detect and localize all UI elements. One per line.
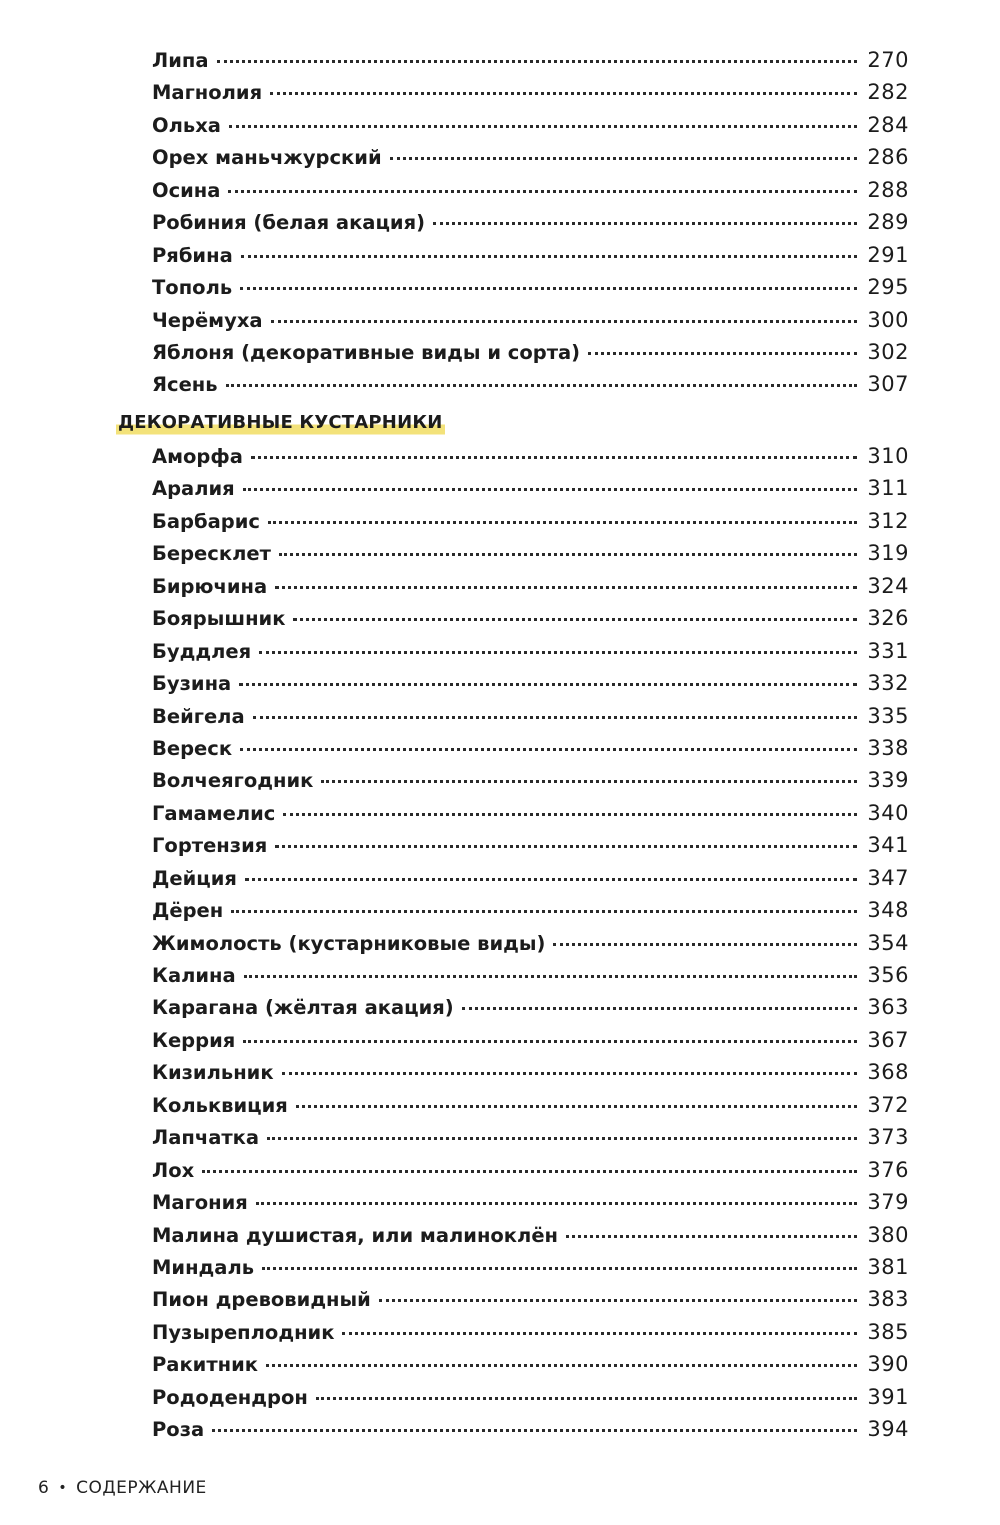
toc-entry <box>152 1283 909 1315</box>
toc-entry <box>152 1024 909 1056</box>
toc-entry <box>152 1219 909 1251</box>
toc-entry <box>152 635 909 667</box>
dot-leader <box>244 975 858 978</box>
toc-entry <box>152 862 909 894</box>
dot-leader <box>243 488 858 491</box>
toc-entry-page: 326 <box>867 606 909 631</box>
toc-entry-title: Ольха <box>152 113 221 137</box>
toc-entry-page: 286 <box>867 145 909 170</box>
toc-entry-page: 394 <box>867 1417 909 1442</box>
toc-entry-title: Бузина <box>152 672 232 696</box>
toc-entry <box>152 1413 909 1445</box>
toc-entry <box>152 76 909 108</box>
toc-entry-title: Аморфа <box>152 445 243 468</box>
dot-leader <box>271 320 858 323</box>
toc-entry-page: 332 <box>867 671 909 696</box>
toc-entry-page: 339 <box>867 768 909 793</box>
toc-entry-title: Ясень <box>152 373 218 397</box>
toc-entry-title: Бирючина <box>152 574 268 598</box>
toc-entry-page: 340 <box>867 800 909 825</box>
toc-entry-title: Миндаль <box>152 1255 255 1279</box>
toc-entry <box>152 472 909 504</box>
dot-leader <box>266 1364 857 1367</box>
toc-entry <box>152 700 909 732</box>
dot-leader <box>217 60 858 63</box>
dot-leader <box>293 618 857 621</box>
toc-entry <box>152 1251 909 1283</box>
page-number: 6 <box>38 1478 50 1498</box>
dot-leader <box>553 943 857 946</box>
dot-leader <box>259 651 857 654</box>
toc-entry-title: Лапчатка <box>152 1126 260 1150</box>
toc-entry <box>152 1154 909 1186</box>
toc-entry-title: Магония <box>152 1191 248 1215</box>
dot-leader <box>241 255 858 258</box>
toc-entry-title: Дейция <box>152 866 237 890</box>
dot-leader <box>433 222 857 225</box>
dot-leader <box>240 748 857 751</box>
toc-entry-page: 381 <box>867 1254 909 1279</box>
toc-entry-page: 270 <box>867 48 909 72</box>
toc-entry <box>152 991 909 1023</box>
dot-leader <box>243 1040 857 1043</box>
dot-leader <box>283 813 857 816</box>
toc-entry-page: 347 <box>867 865 909 890</box>
dot-leader <box>212 1429 857 1432</box>
toc-entry <box>152 109 909 141</box>
toc-entry-title: Рододендрон <box>152 1385 308 1409</box>
toc-entry-page: 282 <box>867 80 909 105</box>
toc-entry-title: Малина душистая, или малиноклён <box>152 1223 559 1247</box>
toc-entry-page: 302 <box>867 339 909 364</box>
toc-entry-page: 379 <box>867 1190 909 1215</box>
dot-leader <box>270 92 857 95</box>
toc-entry-title: Барбарис <box>152 509 260 533</box>
toc-entry-title: Рябина <box>152 243 233 267</box>
toc-entry <box>152 602 909 634</box>
toc-entry <box>152 829 909 861</box>
toc-entry-title: Роза <box>152 1418 205 1442</box>
toc-entry-title: Орех маньчжурский <box>152 146 382 170</box>
toc-entry-page: 310 <box>867 444 909 468</box>
toc-entry-title: Волчеягодник <box>152 769 314 793</box>
toc-entry <box>152 537 909 569</box>
toc-entry-page: 319 <box>867 541 909 566</box>
toc-entry-page: 307 <box>867 372 909 397</box>
toc-entry-title: Пион древовидный <box>152 1288 371 1312</box>
toc-entry-title: Карагана (жёлтая акация) <box>152 996 454 1020</box>
dot-leader <box>253 716 858 719</box>
dot-leader <box>275 845 857 848</box>
page-footer <box>38 1478 207 1498</box>
toc-list-trees <box>152 44 909 401</box>
toc-entry <box>152 732 909 764</box>
toc-entry-page: 331 <box>867 638 909 663</box>
toc-entry <box>152 271 909 303</box>
toc-entry-page: 376 <box>867 1157 909 1182</box>
toc-entry <box>152 174 909 206</box>
toc-entry-title: Вереск <box>152 736 233 760</box>
toc-entry-title: Боярышник <box>152 607 286 631</box>
dot-leader <box>202 1170 857 1173</box>
toc-entry <box>152 667 909 699</box>
toc-entry-page: 390 <box>867 1352 909 1377</box>
toc-entry-title: Буддлея <box>152 639 252 663</box>
toc-entry-title: Дёрен <box>152 899 224 923</box>
dot-leader <box>566 1235 857 1238</box>
toc-entry-page: 380 <box>867 1222 909 1247</box>
toc-entry-page: 368 <box>867 1060 909 1085</box>
toc-entry-page: 348 <box>867 898 909 923</box>
dot-leader <box>279 553 858 556</box>
toc-entry-title: Кольквиция <box>152 1093 288 1117</box>
toc-entry-title: Гортензия <box>152 834 268 858</box>
toc-entry-title: Лох <box>152 1158 195 1182</box>
toc-entry <box>152 141 909 173</box>
dot-leader <box>231 910 857 913</box>
dot-leader <box>282 1072 858 1075</box>
toc-entry-title: Кизильник <box>152 1061 274 1085</box>
toc-entry-title: Пузыреплодник <box>152 1320 335 1344</box>
toc-entry <box>152 959 909 991</box>
toc-entry-title: Яблоня (декоративные виды и сорта) <box>152 340 581 364</box>
dot-leader <box>379 1299 858 1302</box>
toc-entry-page: 373 <box>867 1125 909 1150</box>
toc-entry <box>152 505 909 537</box>
toc-entry-title: Бересклет <box>152 542 271 566</box>
toc-entry-page: 341 <box>867 833 909 858</box>
toc-entry-page: 284 <box>867 112 909 137</box>
dot-leader <box>245 878 858 881</box>
toc-entry-page: 335 <box>867 703 909 728</box>
dot-leader <box>229 125 857 128</box>
dot-leader <box>342 1332 857 1335</box>
toc-entry-title: Гамамелис <box>152 801 276 825</box>
toc-entry-page: 363 <box>867 995 909 1020</box>
dot-leader <box>239 683 857 686</box>
toc-list-shrubs <box>152 440 909 1446</box>
toc-entry-page: 354 <box>867 930 909 955</box>
toc-entry-title: Вейгела <box>152 704 245 728</box>
running-title: СОДЕРЖАНИЕ <box>76 1478 207 1498</box>
toc-entry-page: 367 <box>867 1027 909 1052</box>
toc-entry-page: 300 <box>867 307 909 332</box>
toc-entry <box>152 304 909 336</box>
toc-entry-page: 391 <box>867 1384 909 1409</box>
dot-leader <box>296 1105 858 1108</box>
dot-leader <box>390 157 858 160</box>
toc-entry-title: Тополь <box>152 276 233 300</box>
toc-entry-page: 312 <box>867 508 909 533</box>
toc-entry <box>152 894 909 926</box>
dot-leader <box>462 1007 858 1010</box>
toc-entry <box>152 206 909 238</box>
toc-entry-title: Магнолия <box>152 81 263 105</box>
toc-entry <box>152 336 909 368</box>
toc-entry-title: Калина <box>152 964 236 987</box>
toc-entry-title: Ракитник <box>152 1353 259 1377</box>
toc-entry <box>152 1089 909 1121</box>
toc-entry-page: 383 <box>867 1287 909 1312</box>
toc-entry <box>152 1316 909 1348</box>
toc-entry <box>152 1121 909 1153</box>
toc-entry-title: Аралия <box>152 477 235 501</box>
toc-entry-page: 385 <box>867 1319 909 1344</box>
dot-leader <box>275 586 857 589</box>
toc-entry-title: Осина <box>152 178 221 202</box>
toc-entry <box>152 1056 909 1088</box>
toc-entry-page: 311 <box>867 476 909 501</box>
dot-leader <box>321 780 857 783</box>
dot-leader <box>262 1267 857 1270</box>
dot-leader <box>256 1202 858 1205</box>
toc-entry <box>152 44 909 76</box>
dot-leader <box>588 352 857 355</box>
toc-entry <box>152 927 909 959</box>
toc-entry-title: Керрия <box>152 1028 236 1052</box>
toc-entry <box>152 570 909 602</box>
toc-entry-page: 338 <box>867 735 909 760</box>
dot-leader <box>228 190 857 193</box>
section-heading: ДЕКОРАТИВНЫЕ КУСТАРНИКИ <box>116 410 445 436</box>
toc-entry <box>152 1381 909 1413</box>
toc-entry-page: 288 <box>867 177 909 202</box>
toc-entry-page: 289 <box>867 210 909 235</box>
toc-entry-page: 324 <box>867 573 909 598</box>
dot-leader <box>251 456 858 459</box>
toc-entry-title: Робиния (белая акация) <box>152 211 426 235</box>
dot-leader <box>268 521 857 524</box>
toc-entry <box>152 797 909 829</box>
toc-entry <box>152 764 909 796</box>
toc-entry-title: Жимолость (кустарниковые виды) <box>152 931 546 955</box>
toc-entry-page: 295 <box>867 275 909 300</box>
toc-entry-page: 291 <box>867 242 909 267</box>
toc-entry-title: Липа <box>152 49 209 72</box>
toc-entry-page: 372 <box>867 1092 909 1117</box>
toc-entry <box>152 239 909 271</box>
dot-leader <box>316 1397 858 1400</box>
toc-entry <box>152 368 909 400</box>
toc-entry <box>152 1348 909 1380</box>
dot-leader <box>267 1137 857 1140</box>
toc-entry <box>152 1186 909 1218</box>
dot-leader <box>240 287 857 290</box>
bullet-separator: • <box>58 1480 68 1496</box>
dot-leader <box>226 384 858 387</box>
toc-entry-page: 356 <box>867 963 909 987</box>
toc-entry <box>152 440 909 472</box>
toc-entry-title: Черёмуха <box>152 308 263 332</box>
